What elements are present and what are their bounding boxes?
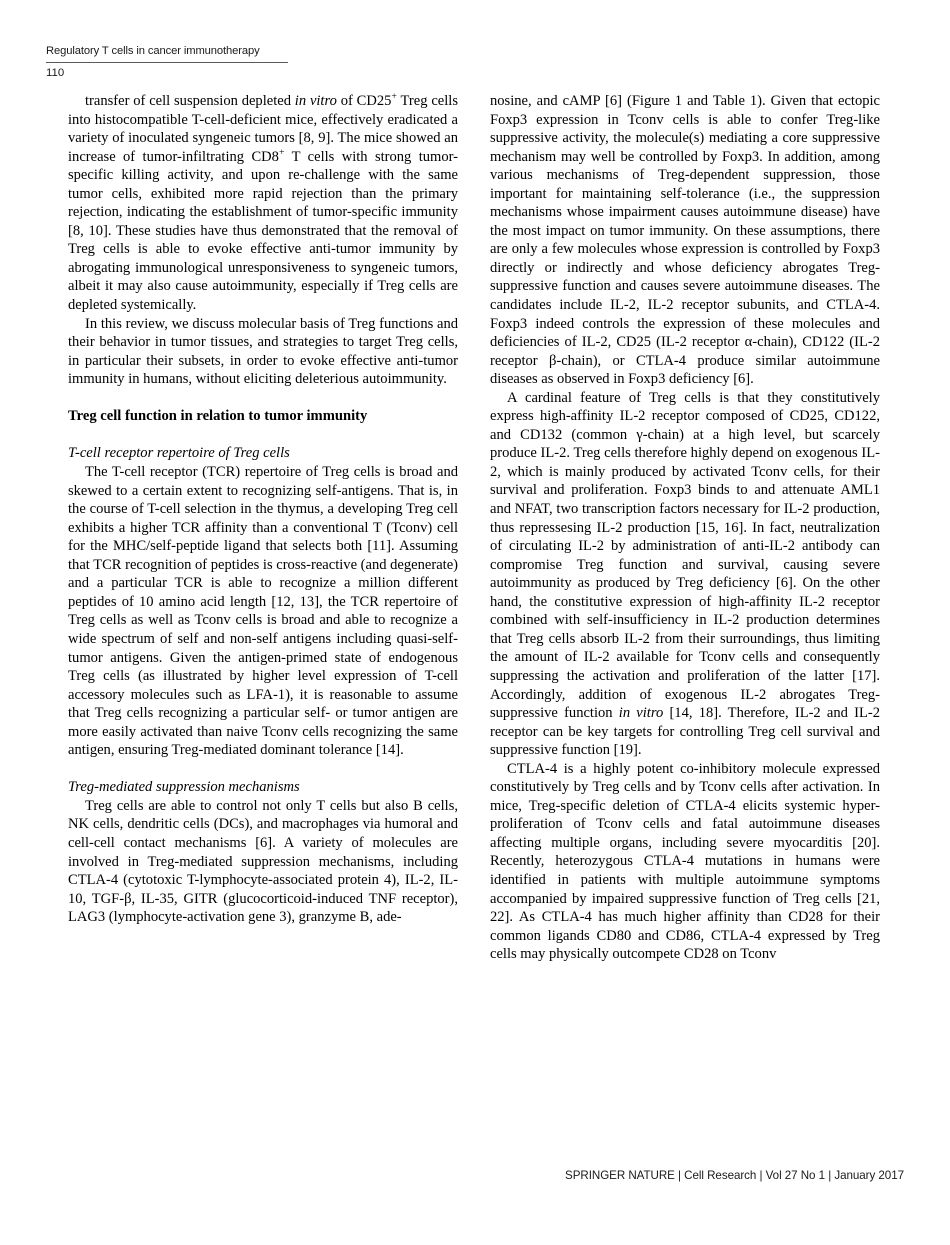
paragraph <box>68 92 458 315</box>
spacer <box>68 760 458 779</box>
spacer <box>68 426 458 445</box>
paragraph: nosine, and cAMP [6] (Figure 1 and Table 1). Given that ectopic Foxp3 expression in Tconv cells is able to confer Treg-like suppressive activity, the molecule(s) mediating a core suppressive mechanism may well be controlled by Foxp3. In addition, among various mechanisms of Treg-dependent suppression, those important for maintaining self-tolerance (i.e., the suppression mechanisms whose impairment causes autoimmune disease) have the most impact on tumor immunity. On these assumptions, there are only a few molecules whose expression is controlled by Foxp3 directly or indirectly and whose deficiency abrogates Treg-suppressive function and causes severe autoimmune diseases. The candidates include IL-2, IL-2 receptor subunits, and CTLA-4. Foxp3 indeed controls the expression of these molecules and deficiencies of IL-2, CD25 (IL-2 receptor α-chain), CD122 (IL-2 receptor β-chain), or CTLA-4 produce similar autoimmune diseases as observed in Foxp3 deficiency [6]. <box>490 93 880 388</box>
page-number: 110 <box>46 67 65 79</box>
paragraph: The T-cell receptor (TCR) repertoire of Treg cells is broad and skewed to a certain extent to recognizing self-antigens. That is, in the course of T-cell selection in the thymus, a developing Treg cell exhibits a higher TCR affinity than a conventional T (Tconv) cell for the MHC/self-peptide ligand that selects both [11]. Assuming that TCR recognition of peptides is cross-reactive (and degenerate) and a particular TCR is able to recognize a million different peptides of 10 amino acid length [12, 13], the TCR repertoire of Treg cells as well as Tconv cells is broad and able to recognize a wide spectrum of self and non-self antigens including quasi-self-tumor antigens. Given the antigen-primed state of endogenous Treg cells (as illustrated by higher level expression of T-cell accessory molecules such as LFA-1), it is reasonable to assume that Treg cells recognizing a particular self- or tumor antigen are more easily activated than naive Tconv cells recognizing the same antigen, ensuring Treg-mediated dominant tolerance [14]. <box>68 464 458 759</box>
paragraph-text-segment: transfer of cell suspension depleted <box>85 93 295 109</box>
spacer <box>68 389 458 408</box>
paragraph-text-segment: [14, 18]. Therefore, IL-2 and IL-2 receptor can be key targets for controlling Treg cell survival and suppressive function [19]. <box>490 705 880 759</box>
superscript-plus: + <box>278 146 285 158</box>
paragraph: Treg cells are able to control not only T cells but also B cells, NK cells, dendritic cells (DCs), and macrophages via humoral and cell-cell contact mechanisms [6]. A variety of molecules are involved in Treg-mediated suppression mechanisms, including CTLA-4 (cytotoxic T-lymphocyte-associated protein 4), IL-2, IL-10, TGF-β, IL-35, GITR (glucocorticoid-induced TNF receptor), LAG3 (lymphocyte-activation gene 3), granzyme B, ade- <box>68 797 458 926</box>
page-footer: SPRINGER NATURE | Cell Research | Vol 27 No 1 | January 2017 <box>565 1169 904 1182</box>
section-heading: Treg cell function in relation to tumor immunity <box>68 408 368 425</box>
column-right <box>490 92 880 964</box>
running-head-rule <box>46 62 288 63</box>
italic-in-vitro: in vitro <box>618 705 664 722</box>
paragraph <box>490 389 880 760</box>
italic-in-vitro: in vitro <box>294 93 337 109</box>
paragraph-text-segment: A cardinal feature of Treg cells is that they constitutively express high-affinity IL-2 receptor composed of CD25, CD122, and CD132 (common γ-chain) at a high level, but scarcely produce IL-2. Treg cells therefore highly depend on exogenous IL-2, which is mainly produced by activated Tconv cells, for their survival and proliferation. Foxp3 binds to and attenuate AML1 and NFAT, two transcription factors necessary for IL-2 production, thus repressesing IL-2 production [15, 16]. In fact, neutralization of circulating IL-2 by administration of anti-IL-2 antibody can compromise Treg function and survival, causing severe autoimmunity as produced by Treg deficiency [6]. On the other hand, the constitutive expression of high-affinity IL-2 receptor combined with self-insufficiency in IL-2 production determines that Treg cells absorb IL-2 from their surroundings, thus limiting the amount of IL-2 available for Tconv cells and consequently suppressing the activation and proliferation of the latter [17]. Accordingly, addition of exogenous IL-2 abrogates Treg-suppressive function <box>490 389 880 722</box>
subsection-heading: Treg-mediated suppression mechanisms <box>68 779 300 796</box>
subsection-heading: T-cell receptor repertoire of Treg cells <box>68 445 290 462</box>
column-left <box>68 92 458 927</box>
superscript-plus: + <box>391 91 397 103</box>
running-head-title: Regulatory T cells in cancer immunotherapy <box>46 45 260 57</box>
paragraph-text-segment: of CD25+ Treg cells into histocompatible T-cell-deficient mice, effectively eradicated a variety of inoculated syngeneic tumors [8, 9]. The mice showed an increase of tumor-in​filtrating CD8+ T cells with strong tumor-specific killing activity, and upon re-challenge with the same tumor cells, exhibited more rapid rejection than the primary rejection, indicating the establishment of tumor-specific immunity [8, 10]. These studies have thus demonstrated that the removal of Treg cells is able to evoke effective anti-tumor immunity by abrogating immunological un​responsiveness to syngeneic tumors, albeit it may also cause autoimmunity, especially if Treg cells are depleted systemically. <box>68 91 459 314</box>
paragraph: In this review, we discuss molecular basis of Treg functions and their behavior in tumor tissues, and strategies to target Treg cells, in particular their subsets, in order to evoke effective anti-tumor immunity in humans, without eliciting deleterious autoimmunity. <box>68 315 458 388</box>
paragraph: CTLA-4 is a highly potent co-inhibitory molecule expressed constitutively by Treg cells and by Tconv cells after activation. In mice, Treg-specific deletion of CTLA-4 elicits systemic hyper-proliferation of Tconv cells and fatal autoimmune diseases affecting multiple organs, including severe myocarditis [20]. Recently, heterozygous CTLA-4 mutations in humans were identified in patients with multiple autoimmune symptoms accompanied by impaired suppressive function of Treg cells [21, 22]. As CTLA-4 has much higher affinity than CD28 for their common ligands CD80 and CD86, CTLA-4 expressed by Treg cells may physically outcompete CD28 on Tconv <box>490 760 880 963</box>
